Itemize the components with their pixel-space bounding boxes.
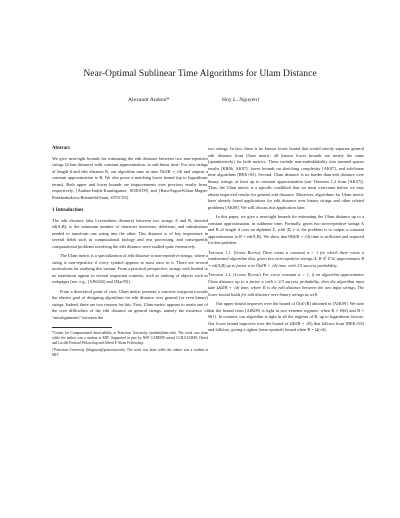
right-column <box>208 146 364 337</box>
theorem-1-1-label: Theorem 1.1. (Upper Bound) <box>208 249 261 255</box>
abstract-text: We give near-tight bounds for estimating the edit distance between two non-repetitive strings (Ulam distance) with constant approximation, in sub-linear time. For two strings of length d and edit distance R, our algorithm runs in time Õ(d/R + √d) and outputs a constant approximation to R. We also prove a matching lower bound (up to logarithmic terms). Both upper and lower bounds are improvements over previous results from, respectively, [Andoni-Indyk-Krauthgamer, SODA'09] and [Batu-Ergun-Kilian-Magen-Raskhodnikova-Rubinfeld-Sami, STOC'03]. <box>52 155 208 200</box>
right-paragraph-2: In this paper, we give a near-tight bounds for estimating the Ulam distance up to a constant approximation, in sublinear time. Formally, given two non-repetitive strings A and B of length d over an alphabet Σ, with |Σ| ≥ d, the problem is to output a constant approximation to R = ed(A,B). We show that Θ̃(d/R + √d) time is sufficient and required for this problem. <box>208 214 364 245</box>
intro-paragraph-3: From a theoretical point of view, Ulam metric presents a concrete waypoint towards the elusive goal of designing algorithms for edit distance over general (or even binary) strings. Indeed, there are two reasons for this. First, Ulam metric appears to retain one of the core difficulties of the edit distance on general strings, namely the existence of “misalignments” between the <box>52 288 208 320</box>
theorem-1-1-body: There exists a constant α > 1 for which there exists a randomized algorithm that, given two non-repetitive strings A, B ∈ Σ^d, approximates R = ed(A,B) up to factor α in Õ(d/R + √d) time, with 2/3 success probability. <box>208 249 365 268</box>
left-column <box>52 146 208 360</box>
author-andoni: Alexandr Andoni* <box>128 97 170 103</box>
footnote-divider <box>52 327 112 328</box>
footnote-andoni: *Center for Computational Intractability at Princeton University (andoni@mit.edu). The work was done while the author was a student at MIT. Supported in part by NSF CAREER award CCR-0133849, David and Lucille Packard Fellowship and Alfred P. Sloan Fellowship. <box>52 331 208 345</box>
section-heading-introduction: 1 Introduction <box>52 208 83 213</box>
abstract-heading: Abstract <box>52 146 70 151</box>
theorem-1-2-label: Theorem 1.2. (Lower Bound) <box>208 272 261 277</box>
right-paragraph-1: two strings. In fact, there is no known lower bound that would strictly separate general edit distance from Ulam metric: all known lower bounds are nearly the same (quantitatively) for both metrics. These include non-embeddability into normed spaces results [KR06, AK07], lower bounds on sketching complexity [AK07], and sub-linear time algorithms [BEK+03]. Second, Ulam distance is no harder than edit distance over binary strings, at least up to constant approximation (see Theorem 1.2 from [AK07]). Thus, the Ulam metric is a specific roadblock that we must overcome before we may obtain improved results for general edit distance. Moreover, algorithms for Ulam metric have already found applications for edit distance over binary strings and other related problems [AK08]. We will discuss this application later. <box>208 146 364 210</box>
right-paragraph-3: Our upper bound improves over the bound of Õ(d/√R) obtained in [AIK09]. We note that the bound from [AIK09] is tight in two extreme regimes: when R ≈ Θ(d) and R ≈ Θ(1). In contrast, our algorithm is tight in all the regimes of R, up to logarithmic factors. Our lower bound improves over the bound of Ω̃(d/R + √R) that follows from [BEK+03] and folklore, giving a tighter (near-optimal) bound when R = Ω(√d). <box>208 301 364 332</box>
paper-title: Near-Optimal Sublinear Time Algorithms for Ulam Distance <box>83 68 317 79</box>
theorem-1-2 <box>208 272 364 298</box>
theorem-1-2-body: For every constant α > 1, if an algorithm approximates Ulam distance up to a factor α with ≥ 2/3 success probability, then the algorithm must take Ω(d/R + √d) time, where R is the edit distance between the two input strings. The lower bound holds for edit distance over binary strings as well. <box>208 272 364 297</box>
author-nguyen: Huy L. Nguyen† <box>222 97 260 103</box>
intro-paragraph-1: The edit distance (aka Levenshtein distance) between two strings A and B, denoted ed(A,B), is the minimum number of character insertions, deletions, and substitutions needed to transform one string into the other. This distance is of key importance in several fields such as computational biology and text processing, and consequently computational problems involving the edit distance were studied quite extensively. <box>52 217 208 249</box>
footnote-nguyen: †Princeton University (hlnguyen@princeton.edu). The work was done while the author was a student at MIT. <box>52 348 208 357</box>
theorem-1-1 <box>208 250 364 270</box>
intro-paragraph-2: The Ulam metric is a specialization of edit distance to non-repetitive strings, where a string is non-repetitive if every symbol appears at most once in it. There are several motivations for studying this variant. From a practical perspective, strings with limited or no repetitions appear in several important contexts, such as ranking of objects such as webpages (see, e.g., [AJKS02] and [Mar95]). <box>52 253 208 284</box>
